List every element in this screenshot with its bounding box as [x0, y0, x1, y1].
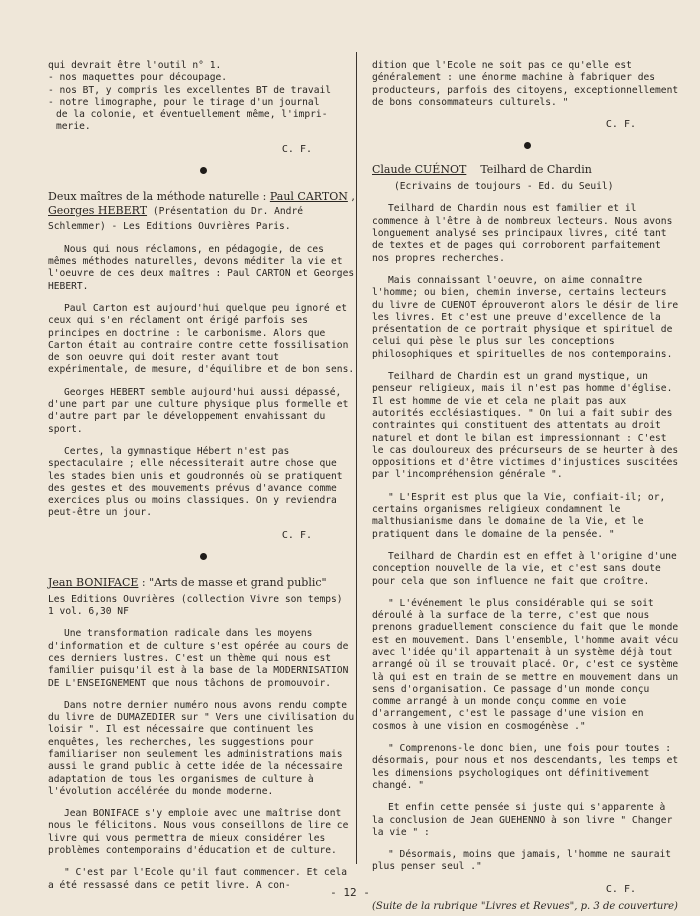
quote-paragraph: " L'Esprit est plus que la Vie, confiait-il; or, certains organismes religieux condamnent le malthusianisme dans le domaine de la Vie, et le pratiquent dans le domaine de la pensée. " — [372, 491, 666, 540]
intro-line: - nos maquettes pour découpage. — [48, 72, 228, 84]
quote-paragraph: " Désormais, moins que jamais, l'homme ne saurait plus penser seul ." — [372, 849, 672, 873]
review-paragraph: Dans notre dernier numéro nous avons rendu compte du livre de DUMAZEDIER sur " Vers une civilisation du loisir ". Il est nécessaire que continuent les enquêtes, les recherches, les suggestions pour familiariser non seulement les administrations mais aussi le grand public à cette idée de la nécessaire adaptation de tous les organismes de culture à l'évolution accélérée du monde moderne. — [48, 699, 355, 797]
review-paragraph: Teilhard de Chardin nous est familier et il commence à l'être à de nombreux lecteurs. Nous avons longuement analysé ses principaux livres, cité tant de textes et de pages qui corroborent parfaitement nos propres recherches. — [372, 203, 673, 264]
column-divider — [356, 52, 357, 864]
price: 1 vol. 6,30 NF — [48, 606, 129, 618]
signature: C. F. — [281, 143, 312, 155]
book-title: Teilhard de Chardin — [480, 163, 592, 177]
review-paragraph: Mais connaissant l'oeuvre, on aime connaître l'homme; ou bien, chemin inverse, certains lecteurs du livre de CUENOT éprouveront alors le désir de lire les livres. Et c'est une preuve d'excellence de la présentation de ce portrait physique et spirituel de celui qui pèse le plus sur les conceptions philosophiques et spirituelles de nos contemporains. — [372, 274, 679, 360]
author-name: Paul CARTON — [269, 189, 348, 203]
review-paragraph: Teilhard de Chardin est en effet à l'origine d'une conception nouvelle de la vie, et c'est sans doute pour cela que son influence ne fait que croître. — [372, 550, 677, 587]
author-name: Georges HEBERT — [48, 203, 148, 217]
section-bullet-icon — [200, 553, 207, 560]
intro-line: de la colonie, et éventuellement même, l'impri- — [56, 109, 328, 121]
publisher: Les Editions Ouvrières (collection Vivre son temps) — [48, 593, 343, 605]
separator: , — [347, 189, 355, 203]
review-heading — [372, 163, 682, 177]
intro-line: - nos BT, y compris les excellentes BT de travail — [48, 84, 332, 96]
quote-paragraph: " L'événement le plus considérable qui se soit déroulé à la surface de la terre, c'est que nous prenons graduellement conscience du fait que le monde est en mouvement. Dans l'ensemble, l'homme avait vécu avec l'idée qu'il appartenait à un système déjà tout arrangé où il se trouvait placé. Or, c'est ce système là qui est en train de se mettre en mouvement dans un sens d'organisation. Ce passage d'un monde conçu comme arrangé à un monde conçu comme en voie d'arrangement, c'est le passage d'une vision en cosmos à une vision en cosmogénèse ." — [372, 597, 679, 732]
signature: C. F. — [605, 883, 636, 895]
signature: C. F. — [281, 529, 312, 541]
intro-line: qui devrait être l'outil n° 1. — [48, 60, 222, 71]
review-paragraph: Une transformation radicale dans les moyens d'information et de culture s'est opérée au cours de ces derniers lustres. C'est un thème qui nous est familier puisqu'il est à la base de la MODERNISATION DE L'ENSEIGNEMENT que nous tâchons de promouvoir. — [48, 628, 349, 689]
intro-line: - notre limographe, pour le tirage d'un journal — [48, 96, 320, 108]
review-paragraph: Certes, la gymnastique Hébert n'est pas spectaculaire ; elle nécessiterait autre chose que les stades bien unis et goudronnés où se pratiquent des gestes et des mouvements prévus d'avance comme exercices plus ou moins classiques. On y reviendra peut-être un jour. — [48, 445, 343, 519]
review-paragraph: Nous qui nous réclamons, en pédagogie, de ces mêmes méthodes naturelles, devons méditer la vie et l'oeuvre de ces deux maîtres : Paul CARTON et Georges HEBERT. — [48, 243, 355, 292]
right-column — [372, 60, 682, 913]
quote-paragraph: " Comprenons-le donc bien, une fois pour toutes : désormais, pour nous et nos descendants, les temps et les dimensions psychologiques ont définitivement changé. " — [372, 743, 679, 791]
review-title: Deux maîtres de la méthode naturelle : — [48, 189, 270, 203]
continuation-paragraph: dition que l'Ecole ne soit pas ce qu'elle est généralement : une énorme machine à fabriquer des producteurs, parfois des citoyens, exceptionnellement de bons consommateurs culturels. " — [372, 60, 679, 108]
review-heading — [48, 576, 358, 590]
review-paragraph: Jean BONIFACE s'y emploie avec une maîtrise dont nous le félicitons. Nous vous conseillons de lire ce livre qui vous permettra de mieux considérer les problèmes contemporains d'éducation et de culture. — [48, 808, 349, 857]
series-info: (Ecrivains de toujours - Ed. du Seuil) — [394, 181, 614, 193]
presentation: (Présentation du Dr. André Schlemmer) - Les Editions Ouvrières Paris. — [48, 205, 303, 232]
review-paragraph: Paul Carton est aujourd'hui quelque peu ignoré et ceux qui s'en réclament ont érigé parfois ses principes en doctrine : le carbonisme. Alors que Carton était au contraire contre cette fossilisation de son oeuvre qui doit rester avant tout expérimentale, de mesure, d'équilibre et de bon sens. — [48, 302, 355, 376]
tools-list — [48, 60, 358, 134]
book-title: : "Arts de masse et grand public" — [138, 575, 327, 589]
page-number: - 12 - — [330, 886, 370, 899]
section-bullet-icon — [200, 167, 207, 174]
review-carton-hebert — [48, 190, 358, 541]
review-paragraph: Et enfin cette pensée si juste qui s'apparente à la conclusion de Jean GUEHENNO à son livre " Changer la vie " : — [372, 802, 673, 838]
left-column — [48, 60, 358, 892]
section-bullet-icon — [524, 142, 531, 149]
intro-line: merie. — [56, 121, 91, 133]
review-cuenot — [372, 163, 682, 913]
review-paragraph: Georges HEBERT semble aujourd'hui aussi dépassé, d'une part par une culture physique plus formelle et d'autre part par le développement envahissant du sport. — [48, 386, 349, 435]
review-boniface — [48, 576, 358, 892]
review-paragraph: Teilhard de Chardin est un grand mystique, un penseur religieux, mais il n'est pas homme d'église. Il est homme de vie et cela ne plait pas aux autorités ecclésiastiques. " On lui a fait subir des contraintes qui constituent des attentats au droit naturel et dont le bilan est impressionnant : C'est le cas douloureux des précurseurs de se heurter à des oppositions et d'être victimes d'injustices suscitées par l'incompréhension générale ". — [372, 371, 679, 481]
review-paragraph: " C'est par l'Ecole qu'il faut commencer. Et cela a été ressassé dans ce petit livre. A con- — [48, 867, 348, 891]
signature: C. F. — [605, 119, 636, 131]
continuation-footnote: (Suite de la rubrique "Livres et Revues", p. 3 de couverture) — [372, 900, 678, 912]
author-name: Claude CUÉNOT — [372, 163, 467, 177]
author-name: Jean BONIFACE — [48, 575, 139, 589]
review-heading — [48, 190, 358, 234]
